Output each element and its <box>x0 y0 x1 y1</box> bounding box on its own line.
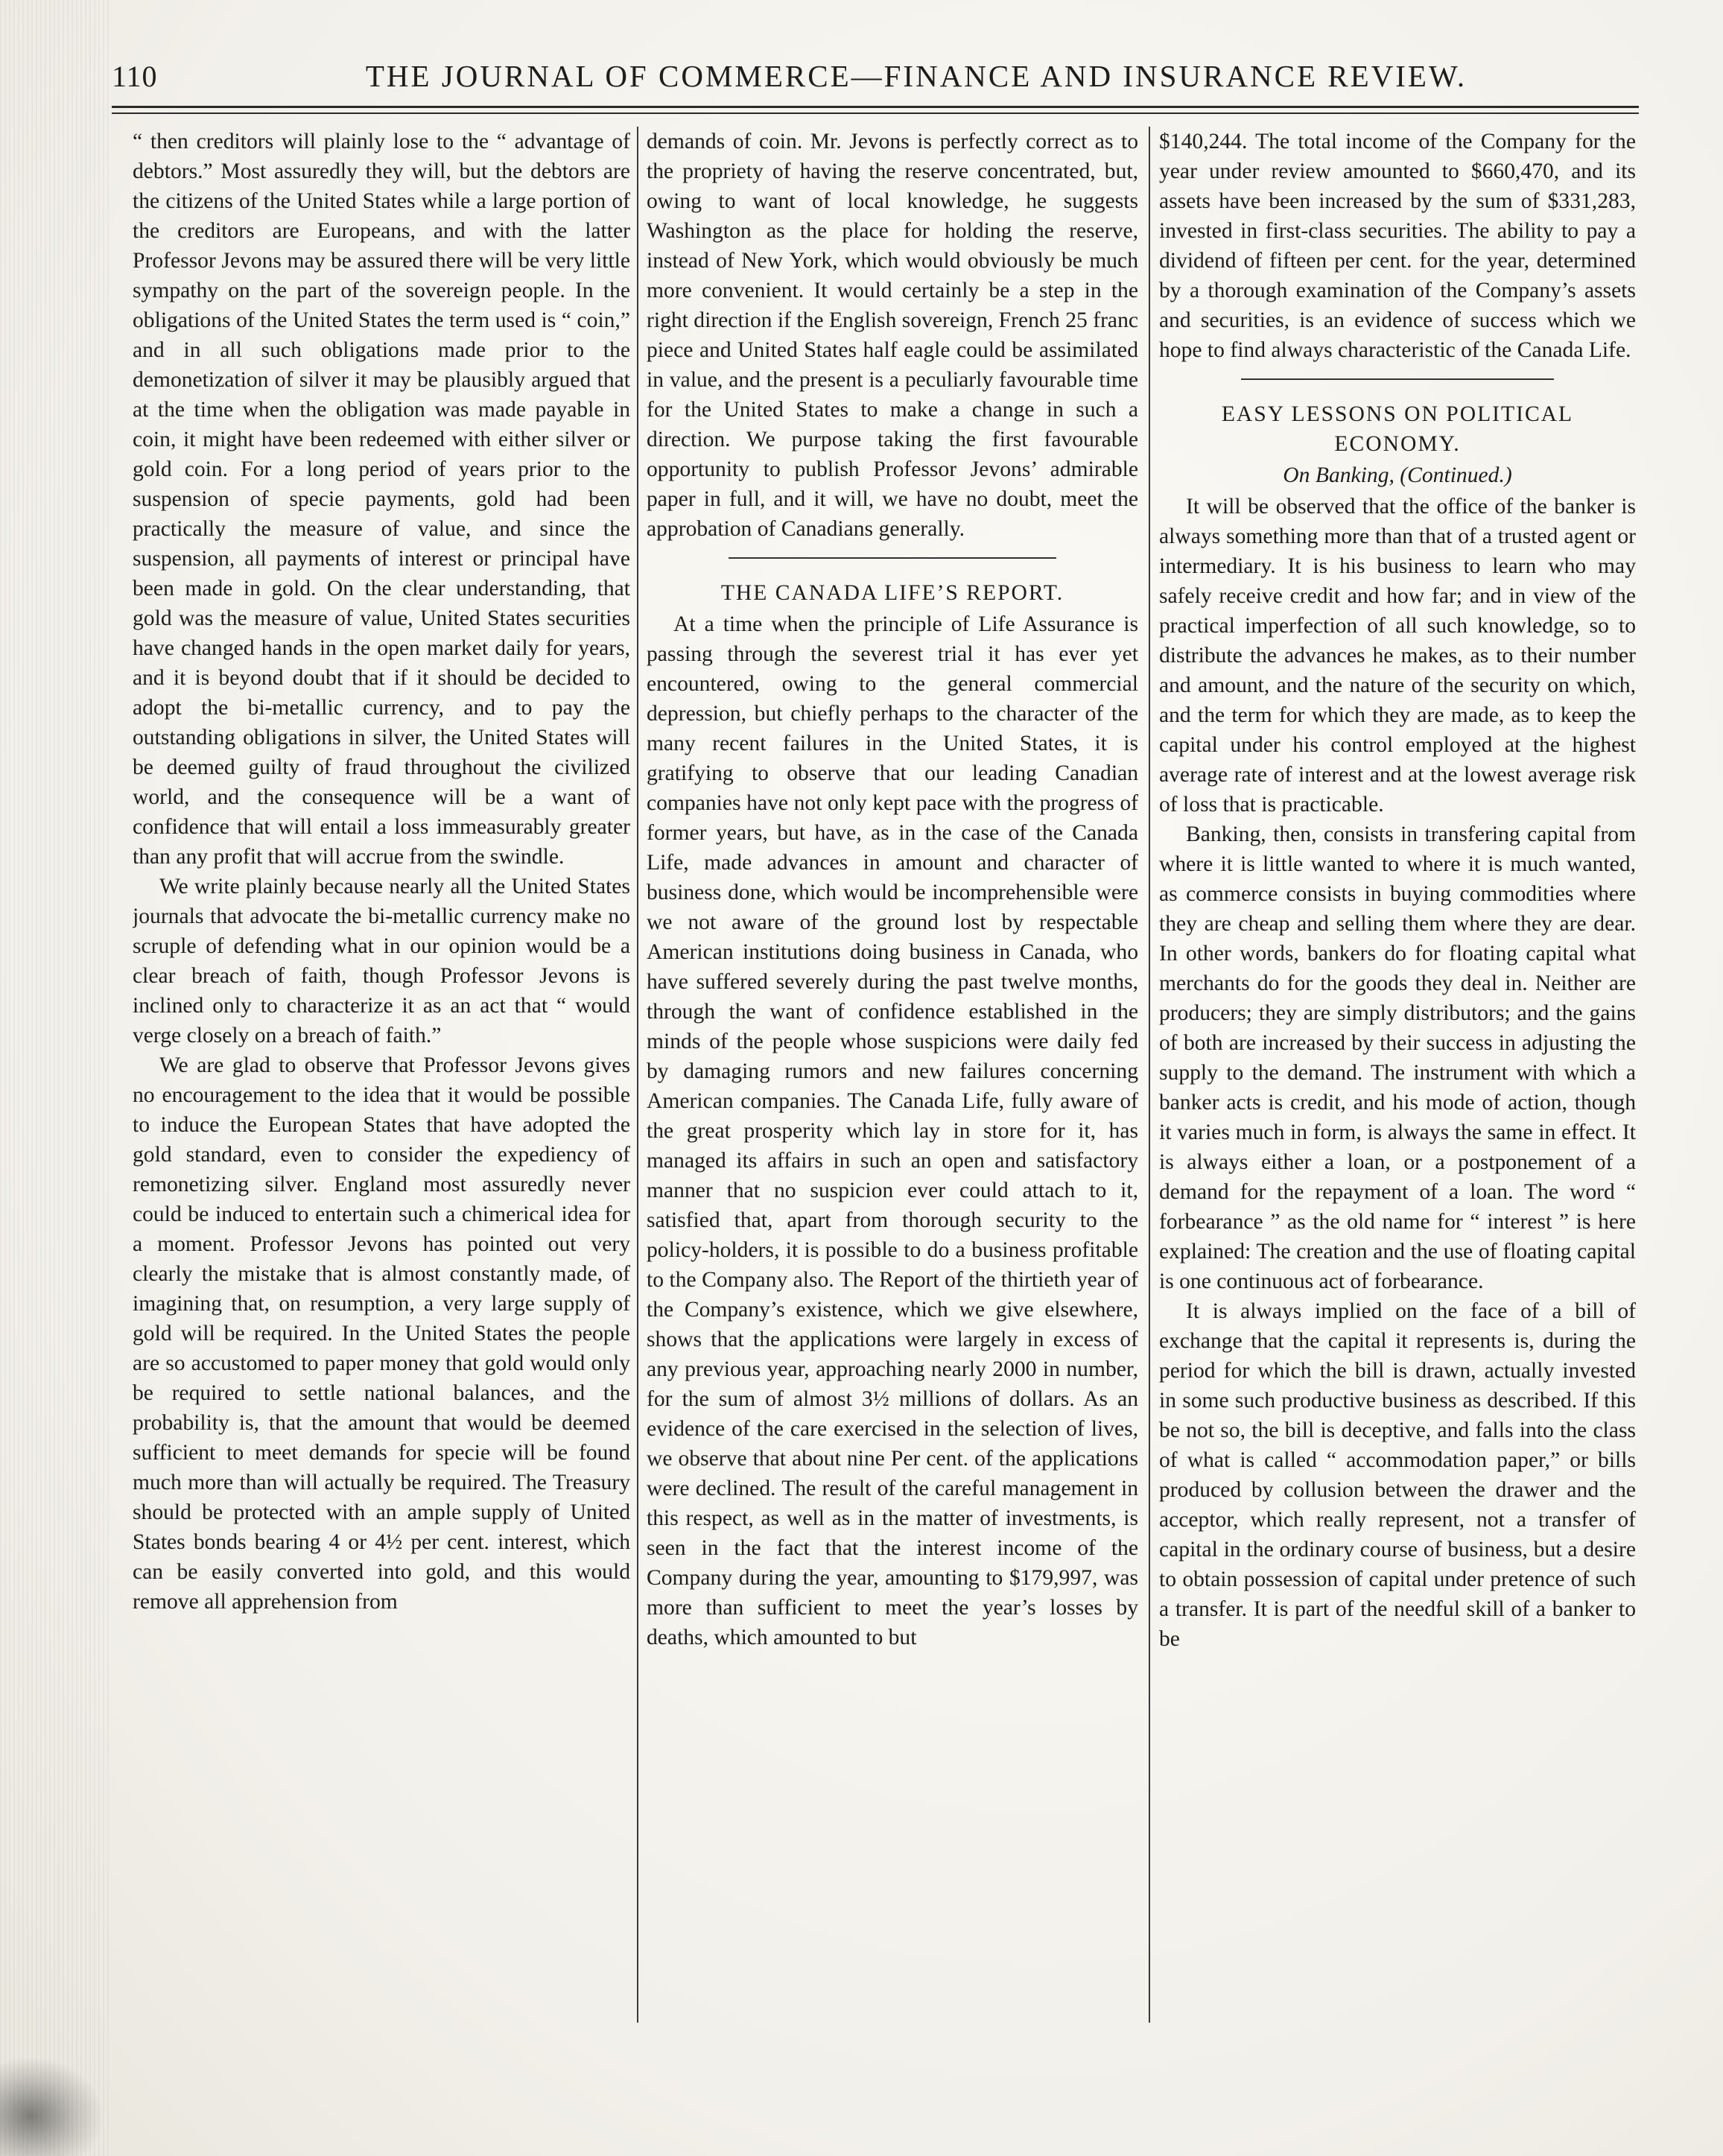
header-rule-bottom <box>112 112 1639 114</box>
article-paragraph: Banking, then, consists in transfering capital from where it is little wanted to where it is much wanted, as commerce consists in buying commodities where they are cheap and selling them where they are dear. In other words, bankers do for floating capital what merchants do for the goods they deal in. Neither are producers; they are simply distributors; and the gains of both are increased by their success in adjusting the supply to the demand. The instrument with which a banker acts is credit, and his mode of action, though it varies much in form, is always the same in effect. It is always either a loan, or a postponement of a demand for the repayment of a loan. The word “ forbearance ” as the old name for “ interest ” is here explained: The creation and the use of floating capital is one continuous act of forbearance. <box>1159 822 1636 1293</box>
section-divider <box>729 557 1056 559</box>
column-3 <box>1159 127 1636 2023</box>
column-divider-1 <box>637 127 638 2023</box>
section-heading: THE CANADA LIFE’S REPORT. <box>720 581 1064 605</box>
article-paragraph: demands of coin. Mr. Jevons is perfectly correct as to the propriety of having the reserve concentrated, but, owing to want of local knowledge, he suggests Washington as the place for holding the reserve, instead of New York, which would obviously be much more convenient. It would certainly be a step in the right direction if the English sovereign, French 25 franc piece and United States half eagle could be assimilated in value, and the present is a peculiarly favourable time for the United States to make a change in such a direction. We purpose taking the first favourable opportunity to publish Professor Jevons’ admirable paper in full, and it will, we have no doubt, meet the approbation of Canadians generally. <box>647 130 1138 541</box>
section-heading: EASY LESSONS ON POLITICAL ECONOMY. <box>1221 402 1574 456</box>
running-title: THE JOURNAL OF COMMERCE—FINANCE AND INSURANCE REVIEW. <box>365 59 1467 93</box>
article-paragraph: $140,244. The total income of the Company for the year under review amounted to $660,470, and its assets have been increased by the sum of $331,283, invested in first-class securities. The ability to pay a dividend of fifteen per cent. for the year, determined by a thorough examination of the Company’s assets and securities, is an evidence of success which we hope to find always characteristic of the Canada Life. <box>1159 130 1636 362</box>
article-paragraph: We write plainly because nearly all the United States journals that advocate the bi-metallic currency make no scruple of defending what in our opinion would be a clear breach of faith, though Professor Jevons is inclined only to characterize it as an act that “ would verge closely on a breach of faith.” <box>133 875 630 1047</box>
article-paragraph: It is always implied on the face of a bill of exchange that the capital it represents is, during the period for which the bill is drawn, actually invested in some such productive business as described. If this be not so, the bill is deceptive, and falls into the class of what is called “ accommodation paper,” or bills produced by collusion between the drawer and the acceptor, which really represent, not a transfer of capital in the ordinary course of business, but a desire to obtain possession of capital under pretence of such a transfer. It is part of the needful skill of a banker to be <box>1159 1299 1636 1651</box>
column-1 <box>133 127 630 2023</box>
article-paragraph: “ then creditors will plainly lose to the “ advantage of debtors.” Most assuredly they will, but the debtors are the citizens of the United States while a large portion of the creditors are Europeans, and with the latter Professor Jevons may be assured there will be very little sympathy on the part of the sovereign people. In the obligations of the United States the term used is “ coin,” and in all such obligations made prior to the demonetization of silver it may be plausibly argued that at the time when the obligation was made payable in coin, it might have been redeemed with either silver or gold coin. For a long period of years prior to the suspension of specie payments, gold had been practically the measure of value, and since the suspension, all payments of interest or principal have been made in gold. On the clear understanding, that gold was the measure of value, United States securities have changed hands in the open market daily for years, and it is beyond doubt that if it should be decided to adopt the bi-metallic currency, and to pay the outstanding obligations in silver, the United States will be deemed guilty of fraud throughout the civilized world, and the consequence will be a want of confidence that will entail a loss immeasurably greater than any profit that will accrue from the swindle. <box>133 130 630 869</box>
page-margin-shading <box>0 0 112 2156</box>
article-paragraph: We are glad to observe that Professor Jevons gives no encouragement to the idea that it would be possible to induce the European States that have adopted the gold standard, even to consider the expediency of remonetizing silver. England most assuredly never could be induced to entertain such a chimerical idea for a moment. Professor Jevons has pointed out very clearly the mistake that is almost constantly made, of imagining that, on resumption, a very large supply of gold will be required. In the United States the people are so accustomed to paper money that gold would only be required to settle national balances, and the probability is, that the amount that would be deemed sufficient to meet demands for specie will be found much more than will actually be required. The Treasury should be protected with an ample supply of United States bonds bearing 4 or 4½ per cent. interest, which can be easily converted into gold, and this would remove all apprehension from <box>133 1053 630 1614</box>
page-number: 110 <box>112 59 158 93</box>
page-header <box>112 49 1639 103</box>
section-divider <box>1241 378 1554 380</box>
section-subheading: On Banking, (Continued.) <box>1283 463 1512 487</box>
article-paragraph: It will be observed that the office of the banker is always something more than that of a trusted agent or intermediary. It is his business to learn who may safely receive credit and how far; and in view of the practical imperfection of all such knowledge, so to distribute the advances he makes, as to their number and amount, and the nature of the security on which, and the term for which they are made, as to keep the capital under his control employed at the highest average rate of interest and at the lowest average risk of loss that is practicable. <box>1159 495 1636 817</box>
article-paragraph: At a time when the principle of Life Assurance is passing through the severest trial it has ever yet encountered, owing to the general commercial depression, but chiefly perhaps to the character of the many recent failures in the United States, it is gratifying to observe that our leading Canadian companies have not only kept pace with the progress of former years, but have, as in the case of the Canada Life, made advances in amount and character of business done, which would be incomprehensible were we not aware of the ground lost by respectable American institutions doing business in Canada, who have suffered severely during the past twelve months, through the want of confidence established in the minds of the people whose suspicions were daily fed by damaging rumors and new failures concerning American companies. The Canada Life, fully aware of the great prosperity which lay in store for it, has managed its affairs in such an open and satisfactory manner that no suspicion ever could attach to it, satisfied that, apart from thorough security to the policy-holders, it is possible to do a business profitable to the Company also. The Report of the thirtieth year of the Company’s existence, which we give elsewhere, shows that the applications were largely in excess of any previous year, approaching nearly 2000 in number, for the sum of almost 3½ millions of dollars. As an evidence of the care exercised in the selection of lives, we observe that about nine Per cent. of the applications were declined. The result of the careful management in this respect, as well as in the matter of investments, is seen in the fact that the interest income of the Company during the year, amounting to $179,997, was more than sufficient to meet the year’s losses by deaths, which amounted to but <box>647 612 1138 1649</box>
column-2 <box>647 127 1138 2023</box>
column-divider-2 <box>1149 127 1150 2023</box>
header-rule-top <box>112 106 1639 108</box>
corner-ink-smudge <box>0 2056 104 2156</box>
